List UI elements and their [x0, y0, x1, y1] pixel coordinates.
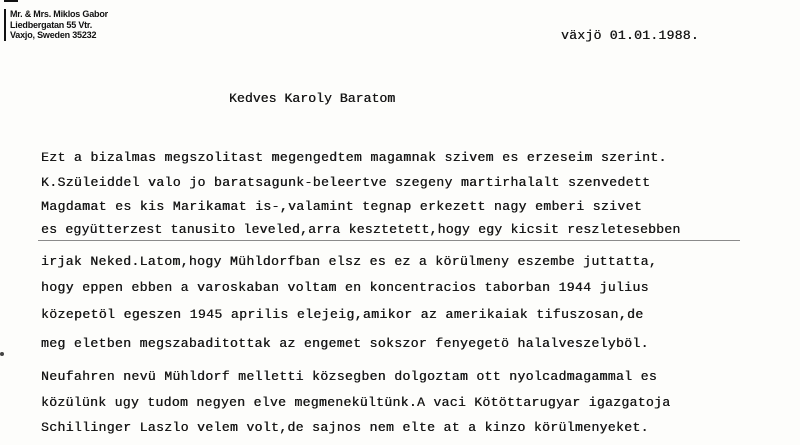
- scan-line-artifact: [38, 240, 740, 241]
- body-line: es együtterzest tanusito leveled,arra kesztetett,hogy egy kicsit reszletesebben: [41, 222, 681, 237]
- sender-street: Liedbergatan 55 Vtr.: [10, 19, 93, 30]
- letter-salutation: Kedves Karoly Baratom: [229, 91, 396, 106]
- letter-date: växjö 01.01.1988.: [561, 28, 699, 43]
- scan-dot-artifact: [0, 352, 4, 356]
- body-line: közülünk ugy tudom negyen elve megmenekültünk.A vaci Kötöttarugyar igazgatoja: [41, 395, 671, 410]
- sender-city: Vaxjo, Sweden 35232: [10, 30, 97, 40]
- body-line: hogy eppen ebben a varoskaban voltam en koncentracios taborban 1944 julius: [41, 280, 649, 295]
- body-line: Ezt a bizalmas megszolitast megengedtem magamnak szivem es erzeseim szerint.: [41, 150, 667, 165]
- sender-name: Mr. & Mrs. Miklos Gabor: [10, 9, 108, 19]
- body-line: meg eletben megszabaditottak az engemet sokszor fenyegetö halalveszelyböl.: [41, 336, 649, 351]
- body-line: Magdamat es kis Marikamat is-,valamint tegnap erkezett nagy emberi szivet: [41, 199, 643, 214]
- body-line: K.Szüleiddel valo jo baratsagunk-beleertve szegeny martirhalalt szenvedett: [41, 175, 651, 190]
- body-line: Schillinger Laszlo velem volt,de sajnos nem elte at a kinzo körülmenyeket.: [41, 420, 649, 435]
- body-line: Neufahren nevü Mühldorf melletti közsegben dolgoztam ott nyolcadmagammal es: [41, 369, 658, 384]
- body-line: irjak Neked.Latom,hogy Mühldorfban elsz es ez a körülmeny eszembe juttatta,: [41, 254, 658, 269]
- body-line: közepetöl egeszen 1945 aprilis elejeig,amikor az amerikaiak tifuszosan,de: [41, 307, 644, 322]
- sender-address-block: [4, 9, 160, 41]
